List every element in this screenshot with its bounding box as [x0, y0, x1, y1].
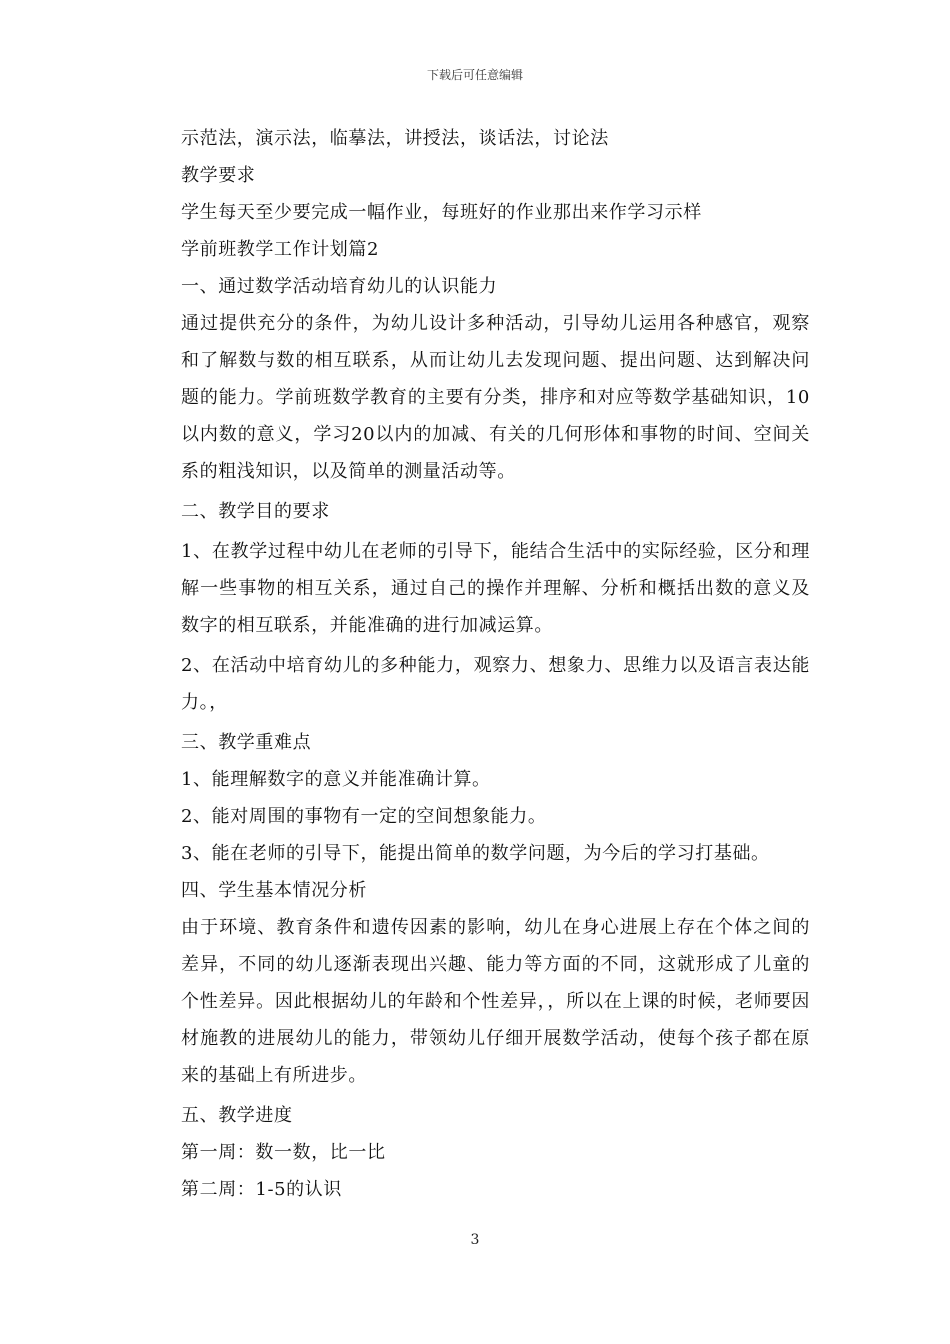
section-5-heading: 五、教学进度 [181, 1105, 293, 1126]
section-1-paragraph: 通过提供充分的条件，为幼儿设计多种活动，引导幼儿运用各种感官，观察和了解数与数的相互联系，从而让幼儿去发现问题、提出问题、达到解决问题的能力。学前班数学教育的主要有分类，排序和对应等数学基础知识，10以内数的意义，学习20以内的加减、有关的几何形体和事物的时间、空间关系的粗浅知识，以及简单的测量活动等。 [181, 313, 810, 482]
section-3-item-3: 3、能在老师的引导下，能提出简单的数学问题，为今后的学习打基础。 [181, 843, 770, 864]
section-4-paragraph: 由于环境、教育条件和遗传因素的影响，幼儿在身心进展上存在个体之间的差异，不同的幼儿逐渐表现出兴趣、能力等方面的不同，这就形成了儿童的个性差异。因此根据幼儿的年龄和个性差异，，所以在上课的时候，老师要因材施教的进展幼儿的能力，带领幼儿仔细开展数学活动，使每个孩子都在原来的基础上有所进步。 [181, 917, 810, 1086]
schedule-week-1: 第一周：数一数，比一比 [181, 1142, 386, 1163]
teaching-requirements-heading: 教学要求 [181, 165, 256, 186]
page-header: 下载后可任意编辑 [426, 68, 523, 82]
page-number: 3 [470, 1232, 480, 1248]
section-3-item-2: 2、能对周围的事物有一定的空间想象能力。 [181, 806, 547, 827]
plan-title: 学前班教学工作计划篇2 [181, 239, 380, 260]
section-1-heading: 一、通过数学活动培育幼儿的认识能力 [181, 276, 498, 297]
section-3-item-1: 1、能理解数字的意义并能准确计算。 [181, 769, 491, 790]
section-3-heading: 三、教学重难点 [181, 732, 312, 753]
teaching-requirements-text: 学生每天至少要完成一幅作业，每班好的作业那出来作学习示样 [181, 202, 702, 223]
section-2-item-2: 2、在活动中培育幼儿的多种能力，观察力、想象力、思维力以及语言表达能力。， [181, 655, 810, 713]
section-2-item-1: 1、在教学过程中幼儿在老师的引导下，能结合生活中的实际经验，区分和理解一些事物的相互关系，通过自己的操作并理解、分析和概括出数的意义及数字的相互联系，并能准确的进行加减运算。 [181, 541, 810, 636]
schedule-week-2: 第二周：1-5的认识 [181, 1179, 342, 1200]
teaching-methods-line: 示范法，演示法，临摹法，讲授法，谈话法，讨论法 [181, 128, 609, 149]
document-body [145, 120, 810, 1208]
section-4-heading: 四、学生基本情况分析 [181, 880, 367, 901]
section-2-heading: 二、教学目的要求 [181, 501, 330, 522]
